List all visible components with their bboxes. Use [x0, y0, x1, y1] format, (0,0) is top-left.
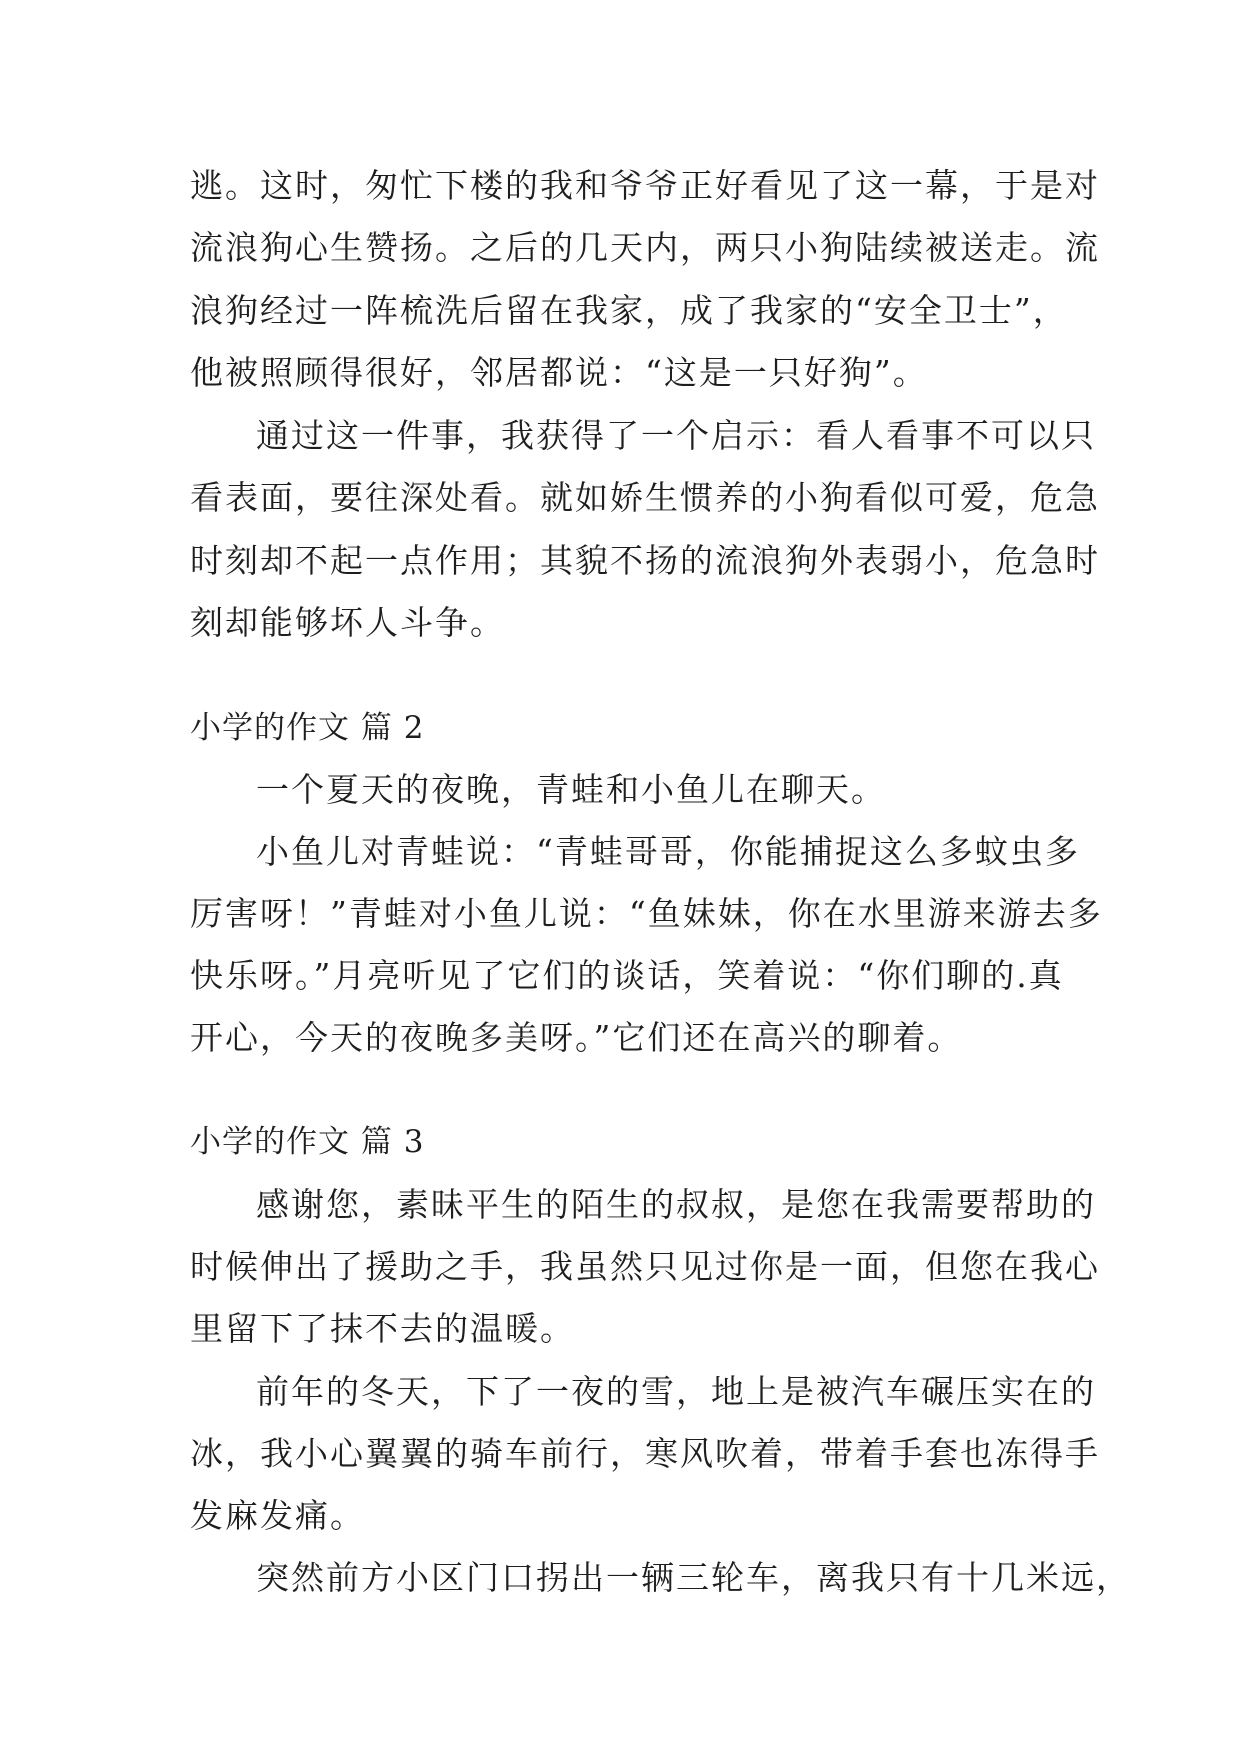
paragraph-line: 开心，今天的夜晚多美呀。”它们还在高兴的聊着。 — [190, 1018, 963, 1057]
paragraph-line: 浪狗经过一阵梳洗后留在我家，成了我家的“安全卫士”， — [190, 291, 1068, 330]
paragraph-line: 冰，我小心翼翼的骑车前行，寒风吹着，带着手套也冻得手 — [190, 1434, 1100, 1473]
paragraph-line: 小鱼儿对青蛙说：“青蛙哥哥，你能捕捉这么多蚊虫多 — [256, 832, 1080, 871]
paragraph-line: 感谢您，素昧平生的陌生的叔叔，是您在我需要帮助的 — [256, 1185, 1096, 1224]
paragraph-line: 前年的冬天，下了一夜的雪，地上是被汽车碾压实在的 — [256, 1372, 1096, 1411]
paragraph-line: 通过这一件事，我获得了一个启示：看人看事不可以只 — [256, 416, 1096, 455]
section-heading: 小学的作文 篇 2 — [190, 710, 425, 746]
paragraph-line: 逃。这时，匆忙下楼的我和爷爷正好看见了这一幕，于是对 — [190, 166, 1100, 205]
paragraph-line: 突然前方小区门口拐出一辆三轮车，离我只有十几米远， — [256, 1558, 1131, 1597]
paragraph-line: 流浪狗心生赞扬。之后的几天内，两只小狗陆续被送走。流 — [190, 228, 1100, 267]
paragraph-line: 快乐呀。”月亮听见了它们的谈话，笑着说：“你们聊的.真 — [190, 956, 1064, 995]
paragraph-line: 发麻发痛。 — [190, 1496, 365, 1535]
paragraph-line: 他被照顾得很好，邻居都说：“这是一只好狗”。 — [190, 353, 928, 392]
paragraph-line: 时刻却不起一点作用；其貌不扬的流浪狗外表弱小，危急时 — [190, 541, 1100, 580]
section-heading: 小学的作文 篇 3 — [190, 1124, 425, 1160]
paragraph-line: 看表面，要往深处看。就如娇生惯养的小狗看似可爱，危急 — [190, 478, 1100, 517]
paragraph-line: 刻却能够坏人斗争。 — [190, 603, 505, 642]
paragraph-line: 一个夏天的夜晚，青蛙和小鱼儿在聊天。 — [256, 770, 886, 809]
paragraph-line: 时候伸出了援助之手，我虽然只见过你是一面，但您在我心 — [190, 1247, 1100, 1286]
paragraph-line: 厉害呀！”青蛙对小鱼儿说：“鱼妹妹，你在水里游来游去多 — [190, 894, 1103, 933]
paragraph-line: 里留下了抹不去的温暖。 — [190, 1309, 575, 1348]
